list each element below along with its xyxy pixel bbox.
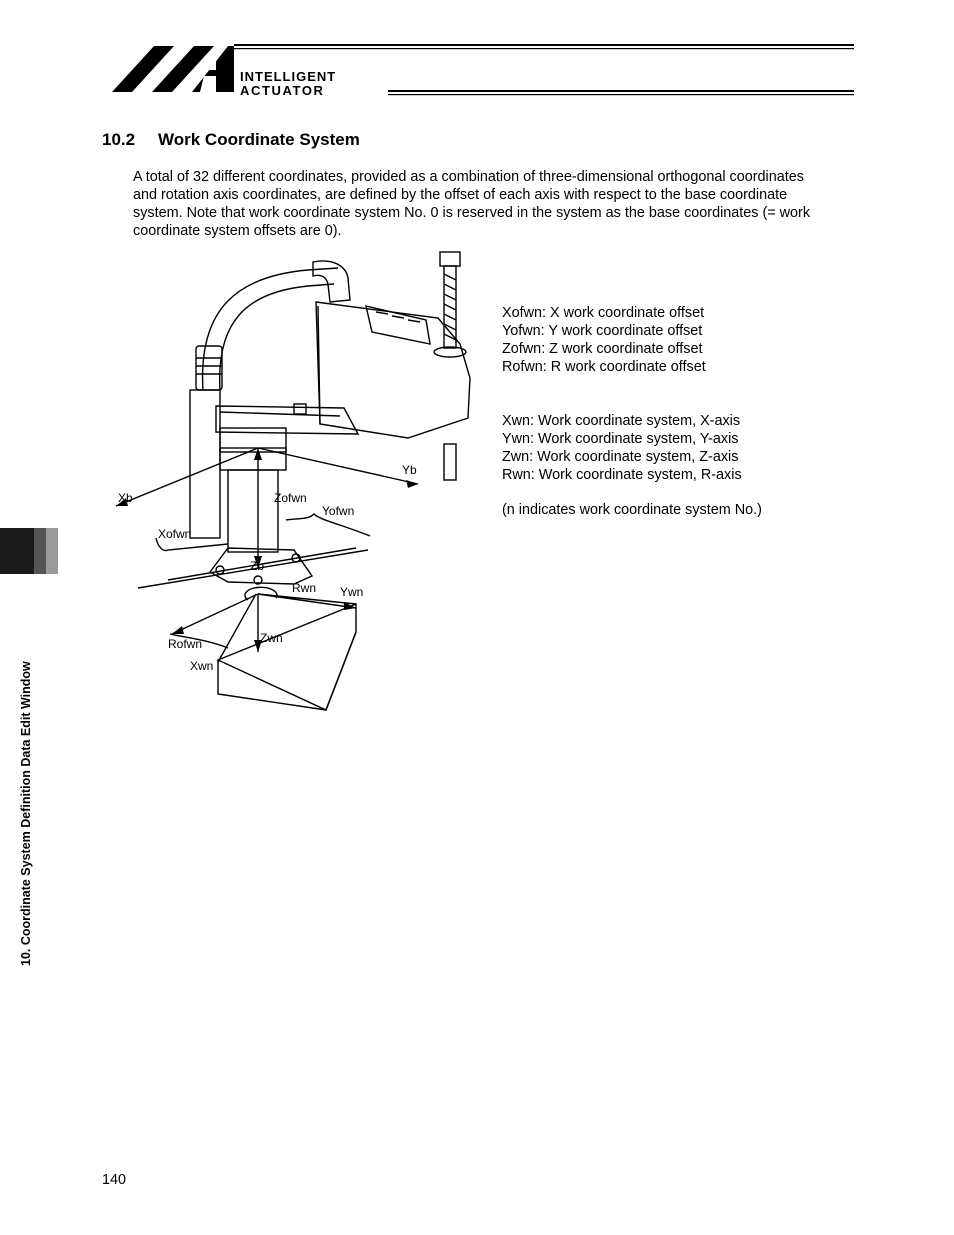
- legend-axis-y: Ywn: Work coordinate system, Y-axis: [502, 431, 739, 447]
- tab-block-mid: [34, 528, 46, 574]
- intro-line: coordinate system offsets are 0).: [133, 223, 342, 239]
- section-heading: [102, 130, 360, 150]
- diagram-legend: [502, 304, 762, 519]
- legend-axis-r: Rwn: Work coordinate system, R-axis: [502, 467, 742, 483]
- intro-line: and rotation axis coordinates, are defined by the offset of each axis with respect to the base coordinate: [133, 187, 788, 203]
- intro-line: A total of 32 different coordinates, provided as a combination of three-dimensional orthogonal coordinates: [133, 169, 804, 185]
- legend-offset-y: Yofwn: Y work coordinate offset: [502, 323, 703, 339]
- section-number: 10.2: [102, 130, 136, 149]
- intro-paragraph: [133, 168, 858, 240]
- label-yofwn: Yofwn: [322, 504, 355, 518]
- label-rwn: Rwn: [292, 581, 317, 595]
- section-title: Work Coordinate System: [158, 130, 360, 149]
- work-coordinate-diagram: [108, 248, 498, 718]
- legend-offset-x: Xofwn: X work coordinate offset: [502, 305, 705, 321]
- label-xb: Xb: [118, 491, 133, 505]
- label-zofwn: Zofwn: [274, 491, 307, 505]
- tab-block-light: [46, 528, 58, 574]
- logo-text-intelligent: INTELLIGENT: [240, 69, 337, 84]
- legend-offset-r: Rofwn: R work coordinate offset: [502, 359, 706, 375]
- page-number: 140: [102, 1172, 127, 1188]
- chapter-side-label: 10. Coordinate System Definition Data Edit Window: [19, 661, 33, 966]
- intro-line: system. Note that work coordinate system No. 0 is reserved in the system as the base coordinates (= work: [133, 205, 811, 221]
- label-rofwn: Rofwn: [168, 637, 203, 651]
- tab-block-dark: [0, 528, 34, 574]
- legend-axis-z: Zwn: Work coordinate system, Z-axis: [502, 449, 739, 465]
- logo-text-actuator: ACTUATOR: [240, 83, 325, 98]
- legend-axis-x: Xwn: Work coordinate system, X-axis: [502, 413, 741, 429]
- chapter-tab: [0, 528, 58, 574]
- label-ywn: Ywn: [340, 585, 364, 599]
- label-xofwn: Xofwn: [158, 527, 192, 541]
- label-xwn: Xwn: [190, 659, 214, 673]
- company-logo: [108, 42, 854, 98]
- legend-offset-z: Zofwn: Z work coordinate offset: [502, 341, 703, 357]
- label-yb: Yb: [402, 463, 417, 477]
- label-zb: Zb: [250, 559, 265, 573]
- label-zwn: Zwn: [260, 631, 283, 645]
- legend-note: (n indicates work coordinate system No.): [502, 502, 762, 518]
